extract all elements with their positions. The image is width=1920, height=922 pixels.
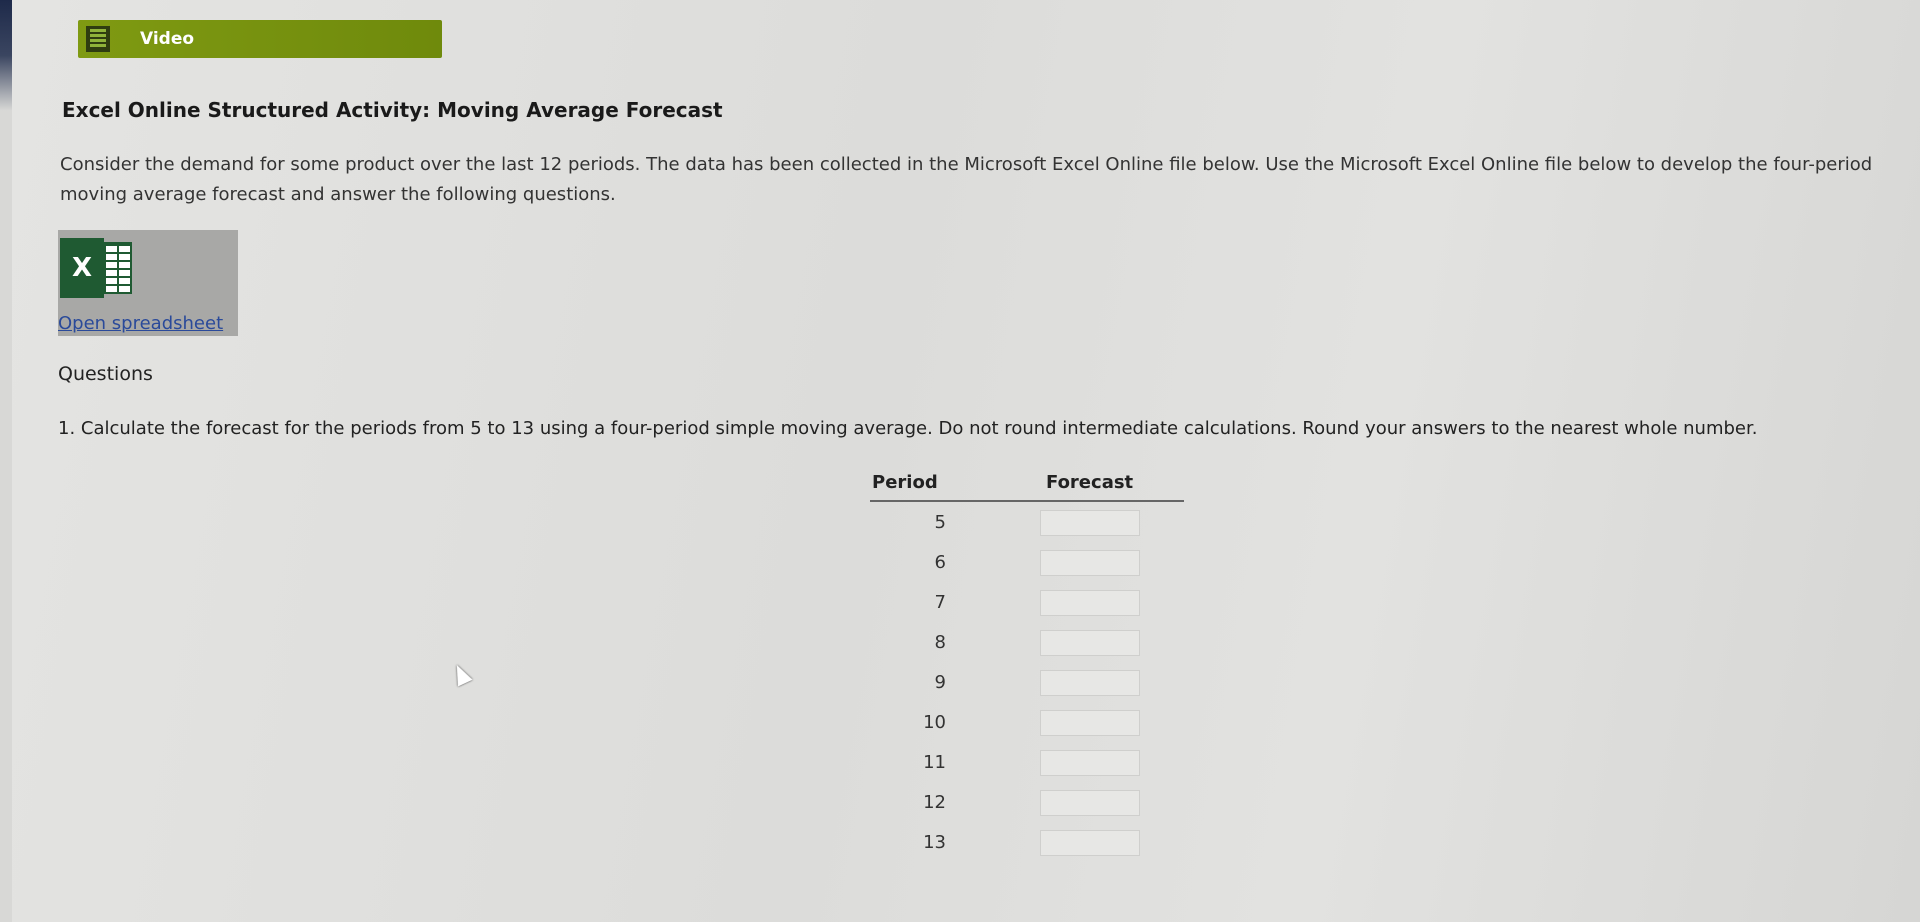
video-button[interactable] xyxy=(78,20,442,58)
excel-icon: X xyxy=(60,238,134,298)
period-cell: 11 xyxy=(923,752,946,773)
period-cell: 13 xyxy=(923,832,946,853)
video-label: Video xyxy=(140,29,195,49)
activity-title: Excel Online Structured Activity: Moving Average Forecast xyxy=(62,98,723,122)
forecast-input-period-8[interactable] xyxy=(1040,630,1140,656)
forecast-column-header: Forecast xyxy=(1046,472,1134,493)
forecast-input-period-9[interactable] xyxy=(1040,670,1140,696)
table-row xyxy=(870,586,1170,620)
table-row xyxy=(870,666,1170,700)
window-edge xyxy=(0,0,12,922)
period-cell: 12 xyxy=(923,792,946,813)
table-row xyxy=(870,826,1170,860)
period-cell: 5 xyxy=(934,512,946,533)
question-1-text: 1. Calculate the forecast for the periods from 5 to 13 using a four-period simple moving average. Do not round intermediate calculations. Round your answers to the nearest whole number. xyxy=(58,418,1758,439)
period-column-header: Period xyxy=(872,472,938,493)
period-cell: 8 xyxy=(934,632,946,653)
forecast-input-period-12[interactable] xyxy=(1040,790,1140,816)
forecast-input-period-7[interactable] xyxy=(1040,590,1140,616)
table-row xyxy=(870,746,1170,780)
table-row xyxy=(870,786,1170,820)
table-row xyxy=(870,626,1170,660)
forecast-input-period-10[interactable] xyxy=(1040,710,1140,736)
forecast-input-period-5[interactable] xyxy=(1040,510,1140,536)
film-icon xyxy=(86,26,110,52)
table-row xyxy=(870,546,1170,580)
forecast-input-period-11[interactable] xyxy=(1040,750,1140,776)
period-cell: 9 xyxy=(934,672,946,693)
table-header-divider xyxy=(870,500,1184,502)
period-cell: 7 xyxy=(934,592,946,613)
activity-intro: Consider the demand for some product over the last 12 periods. The data has been collected in the Microsoft Excel Online file below. Use the Microsoft Excel Online file below to develop the four-period moving average forecast and answer the following questions. xyxy=(60,154,1873,205)
open-spreadsheet-link[interactable]: Open spreadsheet xyxy=(58,313,224,334)
mouse-cursor-icon xyxy=(450,662,473,687)
period-cell: 6 xyxy=(934,552,946,573)
table-row xyxy=(870,506,1170,540)
questions-heading: Questions xyxy=(58,363,153,385)
table-row xyxy=(870,706,1170,740)
forecast-input-period-6[interactable] xyxy=(1040,550,1140,576)
forecast-input-period-13[interactable] xyxy=(1040,830,1140,856)
period-cell: 10 xyxy=(923,712,946,733)
